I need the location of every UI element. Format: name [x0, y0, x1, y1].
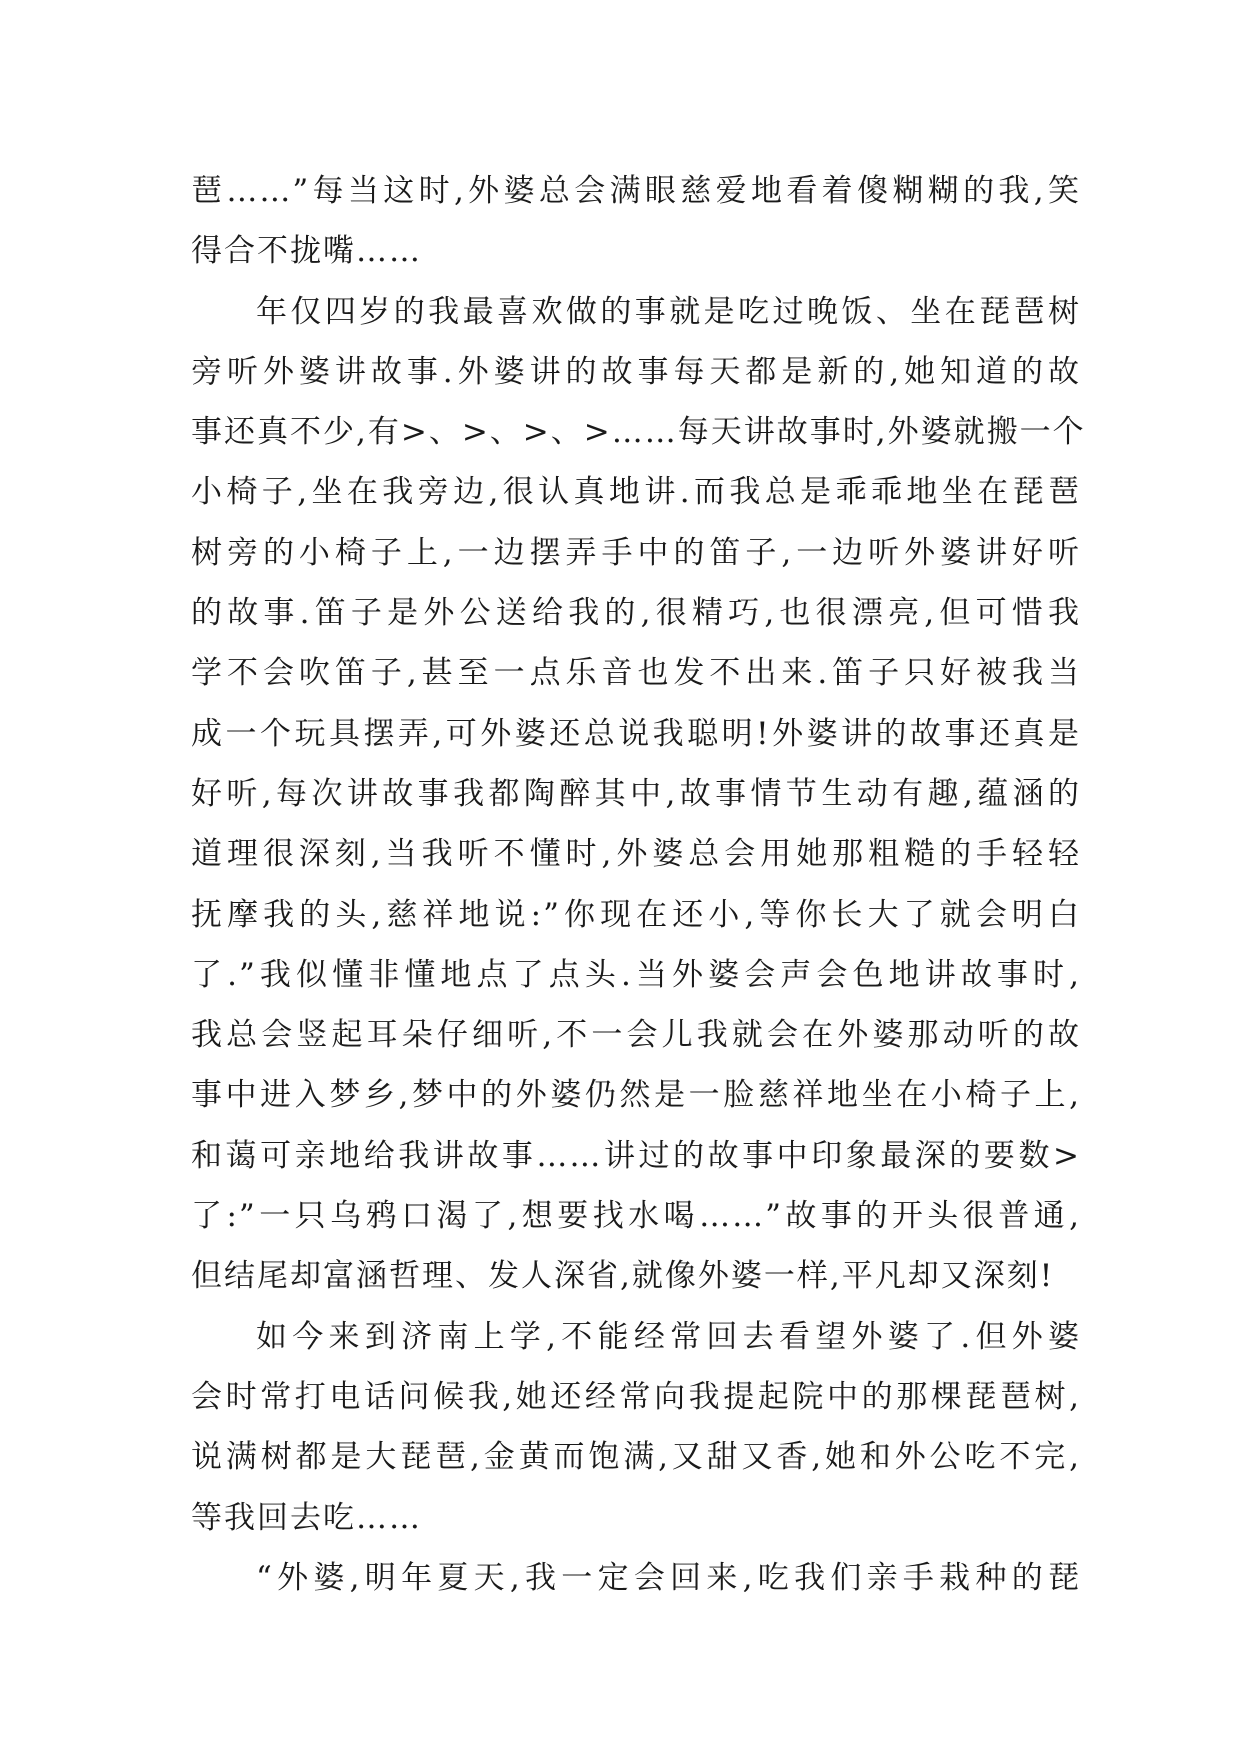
text-line: 道理很深刻,当我听不懂时,外婆总会用她那粗糙的手轻轻	[191, 836, 1081, 873]
text-line: 和蔼可亲地给我讲故事……讲过的故事中印象最深的要数>	[191, 1137, 1081, 1174]
text-line: 等我回去吃……	[191, 1499, 422, 1536]
text-line: 的故事.笛子是外公送给我的,很精巧,也很漂亮,但可惜我	[191, 595, 1081, 632]
text-line: 抚摩我的头,慈祥地说:”你现在还小,等你长大了就会明白	[191, 896, 1081, 933]
paragraph-start-line: “外婆,明年夏天,我一定会回来,吃我们亲手栽种的琵	[256, 1559, 1081, 1596]
text-line: 事还真不少,有>、>、>、>……每天讲故事时,外婆就搬一个	[191, 414, 1086, 451]
text-line: 了.”我似懂非懂地点了点头.当外婆会声会色地讲故事时,	[191, 956, 1081, 993]
text-line: 琶……”每当这时,外婆总会满眼慈爱地看着傻糊糊的我,笑	[191, 173, 1081, 209]
text-line: 成一个玩具摆弄,可外婆还总说我聪明!外婆讲的故事还真是	[191, 715, 1081, 752]
body-text	[191, 161, 1086, 1608]
text-line: 我总会竖起耳朵仔细听,不一会儿我就会在外婆那动听的故	[191, 1017, 1081, 1054]
text-line: 了:”一只乌鸦口渴了,想要找水喝……”故事的开头很普通,	[191, 1198, 1081, 1235]
text-line: 事中进入梦乡,梦中的外婆仍然是一脸慈祥地坐在小椅子上,	[191, 1077, 1081, 1114]
text-line: 得合不拢嘴……	[191, 233, 422, 270]
text-line: 旁听外婆讲故事.外婆讲的故事每天都是新的,她知道的故	[191, 353, 1081, 390]
paragraph-start-line: 如今来到济南上学,不能经常回去看望外婆了.但外婆	[256, 1318, 1081, 1355]
text-line: 小椅子,坐在我旁边,很认真地讲.而我总是乖乖地坐在琵琶	[191, 474, 1081, 511]
paragraph-start-line: 年仅四岁的我最喜欢做的事就是吃过晚饭、坐在琵琶树	[256, 293, 1081, 330]
text-line: 学不会吹笛子,甚至一点乐音也发不出来.笛子只好被我当	[191, 655, 1081, 692]
text-line: 说满树都是大琵琶,金黄而饱满,又甜又香,她和外公吃不完,	[191, 1439, 1081, 1476]
text-line: 但结尾却富涵哲理、发人深省,就像外婆一样,平凡却又深刻!	[191, 1258, 1055, 1295]
text-line: 好听,每次讲故事我都陶醉其中,故事情节生动有趣,蕴涵的	[191, 775, 1081, 812]
text-line: 树旁的小椅子上,一边摆弄手中的笛子,一边听外婆讲好听	[191, 534, 1081, 571]
text-line: 会时常打电话问候我,她还经常向我提起院中的那棵琵琶树,	[191, 1378, 1081, 1415]
